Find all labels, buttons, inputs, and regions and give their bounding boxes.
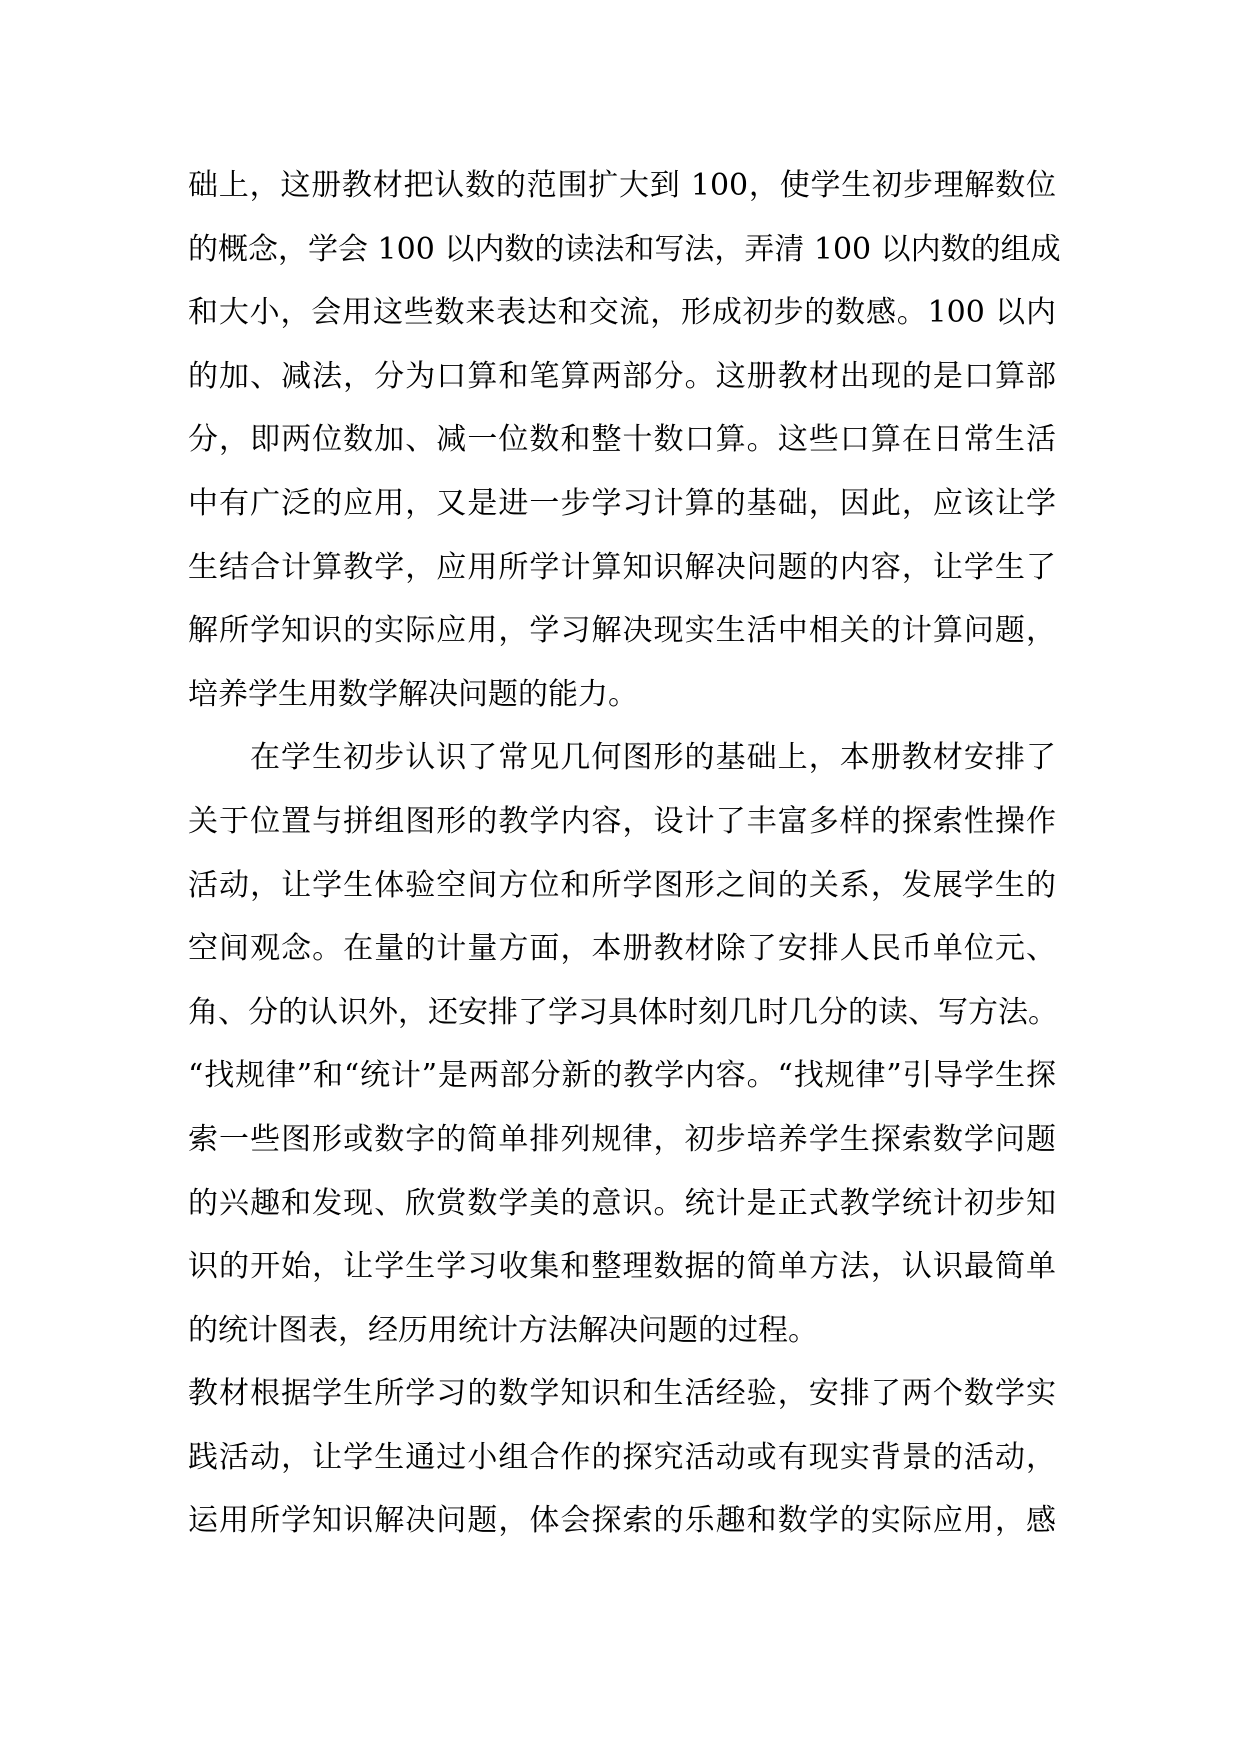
paragraph-1: [188, 154, 1061, 726]
text-line: 空间观念。在量的计量方面，本册教材除了安排人民币单位元、: [188, 931, 1056, 967]
text-line: 培养学生用数学解决问题的能力。: [188, 676, 638, 712]
text-line: 践活动，让学生通过小组合作的探究活动或有现实背景的活动，: [188, 1439, 1056, 1475]
text-line: 角、分的认识外，还安排了学习具体时刻几时几分的读、写方法。: [188, 994, 1058, 1030]
text-line: 的概念，学会 100 以内数的读法和写法，弄清 100 以内数的组成: [188, 231, 1061, 267]
paragraph-2: [188, 726, 1056, 1362]
text-line: 解所学知识的实际应用，学习解决现实生活中相关的计算问题，: [188, 613, 1056, 649]
text-line: 关于位置与拼组图形的教学内容，设计了丰富多样的探索性操作: [188, 803, 1056, 839]
paragraph-3: [188, 1362, 1056, 1553]
text-line: 索一些图形或数字的简单排列规律，初步培养学生探索数学问题: [188, 1121, 1056, 1157]
text-line: 的加、减法，分为口算和笔算两部分。这册教材出现的是口算部: [188, 358, 1056, 394]
text-line: 活动，让学生体验空间方位和所学图形之间的关系，发展学生的: [188, 867, 1056, 903]
text-line: 识的开始，让学生学习收集和整理数据的简单方法，认识最简单: [188, 1249, 1056, 1285]
text-line: 在学生初步认识了常见几何图形的基础上，本册教材安排了: [250, 740, 1056, 776]
body-text: [188, 154, 1061, 1553]
text-line: 础上，这册教材把认数的范围扩大到 100，使学生初步理解数位: [188, 168, 1056, 203]
text-line: 和大小，会用这些数来表达和交流，形成初步的数感。100 以内: [188, 295, 1056, 331]
text-line: 教材根据学生所学习的数学知识和生活经验，安排了两个数学实: [188, 1376, 1056, 1412]
text-line: 中有广泛的应用，又是进一步学习计算的基础，因此，应该让学: [188, 485, 1056, 521]
text-line: 生结合计算教学，应用所学计算知识解决问题的内容，让学生了: [188, 549, 1056, 585]
text-line: “找规律”和“统计”是两部分新的教学内容。“找规律”引导学生探: [188, 1058, 1056, 1094]
text-line: 的兴趣和发现、欣赏数学美的意识。统计是正式教学统计初步知: [188, 1185, 1056, 1221]
text-line: 的统计图表，经历用统计方法解决问题的过程。: [188, 1312, 818, 1348]
text-line: 分，即两位数加、减一位数和整十数口算。这些口算在日常生活: [188, 422, 1056, 458]
text-line: 运用所学知识解决问题，体会探索的乐趣和数学的实际应用，感: [188, 1503, 1056, 1539]
